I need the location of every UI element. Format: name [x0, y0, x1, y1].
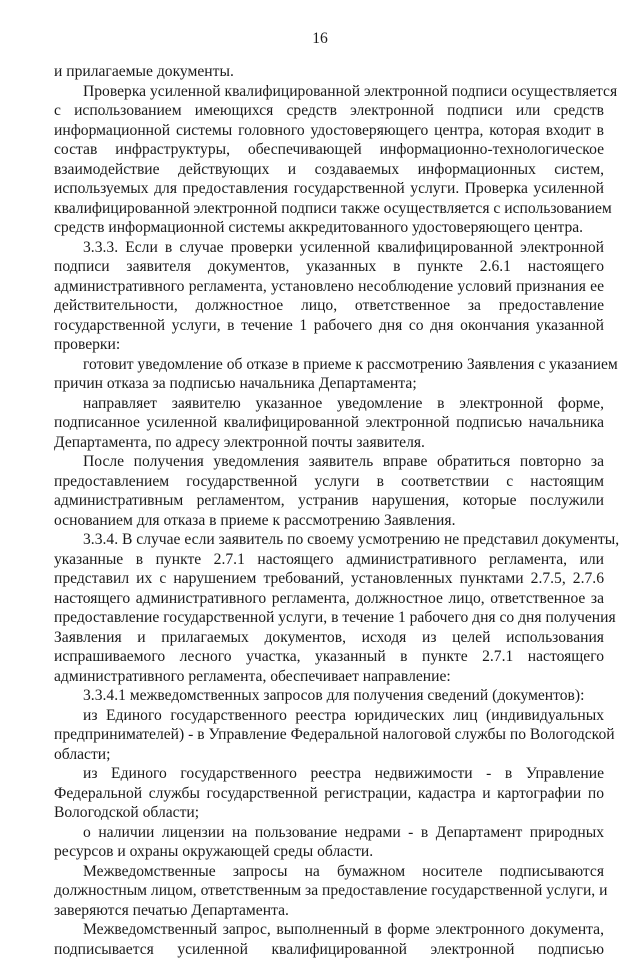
text-line: из Единого государственного реестра недвижимости - в Управление	[83, 765, 604, 782]
text-line: средств информационной системы аккредитованного удостоверяющего центра.	[54, 219, 584, 236]
text-line: причин отказа за подписью начальника Департамента;	[54, 375, 417, 392]
text-line: должностным лицом, ответственным за предоставление государственной услуги, и	[54, 882, 608, 899]
page-number: 16	[312, 30, 328, 47]
text-line: готовит уведомление об отказе в приеме к рассмотрению Заявления с указанием	[83, 355, 618, 373]
text-line: информационной системы головного удостоверяющего центра, которая входит в	[54, 121, 604, 139]
text-line: подписи заявителя документов, указанных в пункте 2.6.1 настоящего	[54, 258, 604, 275]
text-line: предоставление государственной услуги, в течение 1 рабочего дня со дня получения	[54, 609, 616, 626]
text-line: Федеральной службы государственной регистрации, кадастра и картографии по	[54, 784, 604, 802]
text-line: и прилагаемые документы.	[54, 63, 234, 80]
text-line: области;	[54, 745, 111, 763]
text-line: предоставлением государственной услуги в соответствии с настоящим	[54, 472, 604, 490]
text-line: основанием для отказа в приеме к рассмотрению Заявления.	[54, 511, 456, 529]
text-line: испрашиваемого лесного участка, указанный в пункте 2.7.1 настоящего	[54, 648, 604, 665]
text-line: административным регламентом, устранив нарушения, которые послужили	[54, 492, 604, 509]
text-line: заверяются печатью Департамента.	[54, 901, 289, 919]
text-line: ресурсов и охраны окружающей среды области.	[54, 843, 374, 860]
text-line: 3.3.3. Если в случае проверки усиленной квалифицированной электронной	[83, 238, 604, 256]
text-line: взаимодействие действующих и создаваемых информационных систем,	[54, 160, 604, 178]
text-line: настоящего административного регламента, должностное лицо, ответственное за	[54, 589, 604, 607]
text-line: административного регламента, обеспечивает направление:	[54, 667, 451, 685]
text-line: Заявления и прилагаемых документов, исходя из целей использования	[54, 628, 604, 646]
text-line: состав инфраструктуры, обеспечивающей информационно-технологическое	[54, 141, 604, 158]
text-line: указанные в пункте 2.7.1 настоящего административного регламента, или	[54, 550, 604, 568]
text-line: Межведомственный запрос, выполненный в форме электронного документа,	[83, 921, 604, 938]
text-line: Департамента, по адресу электронной почты заявителя.	[54, 433, 425, 451]
text-line: с использованием имеющихся средств электронной подписи или средств	[54, 102, 604, 119]
text-line: направляет заявителю указанное уведомление в электронной форме,	[83, 394, 604, 412]
text-line: о наличии лицензии на пользование недрами - в Департамент природных	[83, 823, 604, 841]
text-line: Вологодской области;	[54, 804, 200, 821]
text-line: квалифицированной электронной подписи также осуществляется с использованием	[54, 199, 612, 217]
text-line: государственной услуги, в течение 1 рабочего дня со дня окончания указанной	[54, 316, 604, 334]
text-line: предпринимателей) - в Управление Федеральной налоговой службы по Вологодской	[54, 726, 615, 743]
text-line: Межведомственные запросы на бумажном носителе подписываются	[83, 862, 604, 880]
text-line: административного регламента, установлено несоблюдение условий признания ее	[54, 277, 604, 295]
text-line: из Единого государственного реестра юридических лиц (индивидуальных	[83, 706, 604, 724]
text-line: подписанное усиленной квалифицированной электронной подписью начальника	[54, 414, 604, 431]
text-line: 3.3.4. В случае если заявитель по своему усмотрению не представил документы,	[83, 531, 620, 548]
text-line: проверки:	[54, 336, 121, 353]
text-line: 3.3.4.1 межведомственных запросов для получения сведений (документов):	[83, 687, 585, 704]
text-line: После получения уведомления заявитель вправе обратиться повторно за	[83, 453, 604, 470]
text-line: подписывается усиленной квалифицированной электронной подписью	[54, 940, 604, 958]
text-line: Проверка усиленной квалифицированной электронной подписи осуществляется	[83, 82, 618, 100]
text-line: действительности, должностное лицо, ответственное за предоставление	[54, 297, 604, 314]
text-line: используемых для предоставления государственной услуги. Проверка усиленной	[54, 180, 604, 197]
text-line: представил их с нарушением требований, установленных пунктами 2.7.5, 2.7.6	[54, 570, 604, 587]
